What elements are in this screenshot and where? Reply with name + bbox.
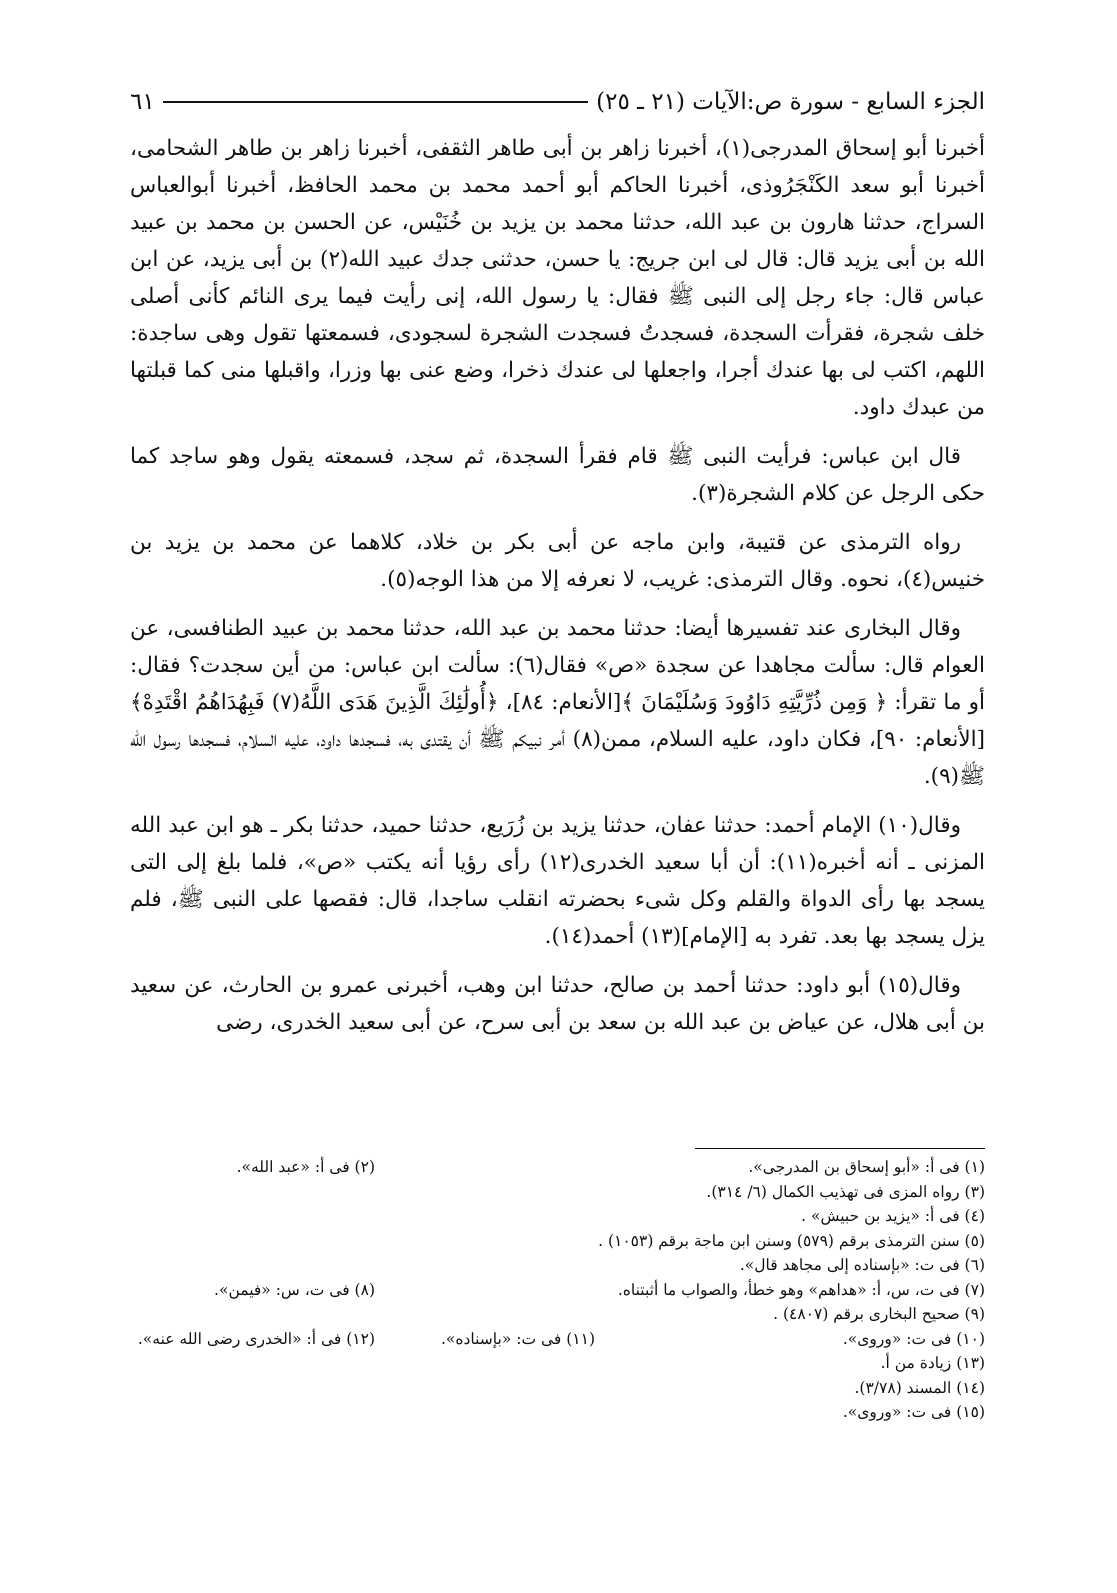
footnotes [130, 1148, 985, 1425]
footnote [375, 1229, 595, 1254]
footnote: (٤) فى أ: «يزيد بن حبيش» . [801, 1207, 985, 1225]
footnote-row [130, 1155, 985, 1180]
footnote-row [130, 1376, 985, 1401]
footnote-row [130, 1204, 985, 1229]
footnote: (١٥) فى ت: «وروى». [842, 1403, 985, 1421]
footnote [135, 1400, 375, 1425]
footnote-row [130, 1327, 985, 1352]
footnote [135, 1253, 375, 1278]
footnote [135, 1351, 375, 1376]
footnote-row [130, 1278, 985, 1303]
paragraph: قال ابن عباس: فرأيت النبى ﷺ قام فقرأ السجدة، ثم سجد، فسمعته يقول وهو ساجد كما حكى الرجل عن كلام الشجرة(٣). [130, 444, 985, 506]
footnote [135, 1204, 375, 1229]
footnote: (١١) فى ت: «بإسناده». [440, 1329, 595, 1348]
footnote-row [130, 1253, 985, 1278]
footnote [135, 1180, 375, 1205]
footnote-rule [695, 1148, 985, 1149]
header-title: الجزء السابع - سورة ص:الآيات (٢١ ـ ٢٥) [596, 89, 985, 115]
footnote-row [130, 1351, 985, 1376]
footnote [375, 1302, 595, 1327]
footnote [375, 1351, 595, 1376]
paragraph: رواه الترمذى عن قتيبة، وابن ماجه عن أبى بكر بن خلاد، كلاهما عن محمد بن يزيد بن خنيس(٤)، نحوه. وقال الترمذى: غريب، لا نعرفه إلا من هذا الوجه(٥). [130, 530, 985, 592]
main-text [130, 130, 985, 1053]
footnote [375, 1155, 595, 1180]
footnote [375, 1204, 595, 1229]
footnote: (٥) سنن الترمذى برقم (٥٧٩) وسنن ابن ماجة برقم (١٠٥٣) . [598, 1231, 985, 1250]
footnote: (٦) فى ت: «بإسناده إلى مجاهد قال». [739, 1256, 985, 1274]
footnote-row [130, 1400, 985, 1425]
running-header [130, 82, 985, 122]
footnote [375, 1180, 595, 1205]
footnote-row [130, 1302, 985, 1327]
paragraph: وقال(١٠) الإمام أحمد: حدثنا عفان، حدثنا يزيد بن زُرَيع، حدثنا حميد، حدثنا بكر ـ هو ابن عبد الله المزنى ـ أنه أخبره(١١): أن أبا سعيد الخدرى(١٢) رأى رؤيا أنه يكتب «ص»، فلما بلغ إلى التى يسجد بها رأى الدواة والقلم وكل شىء بحضرته انقلب ساجدا، قال: فقصها على النبى ﷺ، فلم يزل يسجد بها بعد. تفرد به [الإمام](١٣) أحمد(١٤). [130, 813, 986, 949]
paragraph: وقال(١٥) أبو داود: حدثنا أحمد بن صالح، حدثنا ابن وهب، أخبرنى عمرو بن الحارث، عن سعيد بن أبى هلال، عن عياض بن عبد الله بن سعد بن أبى سرح، عن أبى سعيد الخدرى، رضى [130, 973, 985, 1035]
footnote: (٧) فى ت، س، أ: «هداهم» وهو خطأ، والصواب ما أثبتناه. [617, 1280, 985, 1299]
footnote: (١٣) زيادة من أ. [880, 1354, 985, 1372]
footnote-row [130, 1229, 985, 1254]
footnote [375, 1400, 595, 1425]
footnote [375, 1253, 595, 1278]
footnote-row [130, 1180, 985, 1205]
page-number: ٦١ [130, 89, 155, 115]
footnote: (١٤) المسند (٣/٧٨). [854, 1378, 985, 1397]
footnote: (١٢) فى أ: «الخدرى رضى الله عنه». [137, 1329, 375, 1348]
footnote: (١) فى أ: «أبو إسحاق بن المدرجى». [748, 1158, 985, 1176]
footnote [135, 1376, 375, 1401]
footnote: (٩) صحيح البخارى برقم (٤٨٠٧) . [773, 1305, 985, 1323]
footnote: (٨) فى ت، س: «فيمن». [214, 1280, 375, 1299]
footnote [375, 1376, 595, 1401]
footnote [375, 1278, 595, 1303]
footnote [135, 1229, 375, 1254]
paragraph: أخبرنا أبو إسحاق المدرجى(١)، أخبرنا زاهر بن أبى طاهر الثقفى، أخبرنا زاهر بن طاهر الشحامى، أخبرنا أبو سعد الكَنْجَرُوذى، أخبرنا الحاكم أبو أحمد محمد بن محمد الحافظ، أخبرنا أبوالعباس السراج، حدثنا هارون بن عبد الله، حدثنا محمد بن يزيد بن خُنَيْس، عن الحسن بن محمد بن عبيد الله بن أبى يزيد قال: قال لى ابن جريج: يا حسن، حدثنى جدك عبيد الله(٢) بن أبى يزيد، عن ابن عباس قال: جاء رجل إلى النبى ﷺ فقال: يا رسول الله، إنى رأيت فيما يرى النائم كأنى أصلى خلف شجرة، فقرأت السجدة، فسجدتُ فسجدت الشجرة لسجودى، فسمعتها تقول وهى ساجدة: اللهم، اكتب لى بها عندك أجرا، واجعلها لى عندك ذخرا، وضع عنى بها وزرا، واقبلها منى كما قبلتها من عبدك داود. [130, 136, 985, 420]
footnote: (٣) رواه المزى فى تهذيب الكمال (٦/ ٣١٤). [706, 1182, 985, 1201]
header-rule [163, 101, 588, 103]
footnote: (١٠) فى ت: «وروى». [842, 1329, 985, 1348]
footnote: (٢) فى أ: «عبد الله». [236, 1158, 375, 1176]
paragraph: وقال البخارى عند تفسيرها أيضا: حدثنا محمد بن عبد الله، حدثنا محمد بن عبيد الطنافسى، عن العوام قال: سألت مجاهدا عن سجدة «ص» فقال(٦): سألت ابن عباس: من أين سجدت؟ فقال: أو ما تقرأ: ﴿ وَمِن ذُرِّيَّتِهِ دَاوُودَ وَسُلَيْمَانَ ﴾[الأنعام: ٨٤]، ﴿أُولَٰئِكَ الَّذِينَ هَدَى اللَّهُ(٧) فَبِهُدَاهُمُ اقْتَدِهْ﴾ [الأنعام: ٩٠]، فكان داود، عليه السلام، ممن(٨) أمر نبيكم ﷺ أن يقتدى به، فسجدها داود، عليه السلام، فسجدها رسول الله ﷺ(٩). [130, 616, 986, 789]
footnote [135, 1302, 375, 1327]
